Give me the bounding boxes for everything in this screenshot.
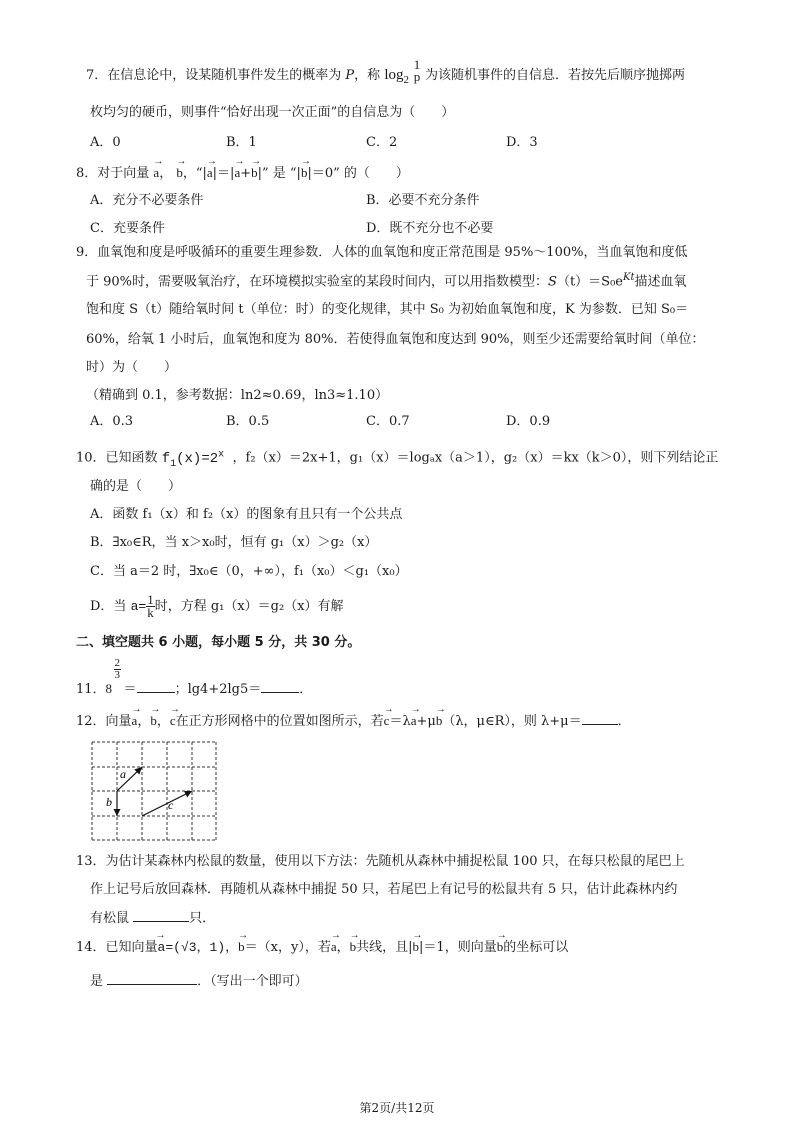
q14-line2: 是 ．（写出一个即可） (90, 970, 308, 991)
vector-grid-figure (90, 740, 218, 842)
f1-expression: $f_1(x)=2^x$ (161, 449, 225, 470)
q9-note: （精确到 0.1，参考数据：ln2≈0.69，ln3≈1.10） (86, 388, 389, 403)
q13-blank[interactable] (133, 907, 189, 922)
q10-option-d: D．当 a= $\frac{1}{k}$ 时，方程 g₁（x）＝g₂（x）有解 (90, 592, 344, 620)
q13-line2: 作上记号后放回森林．再随机从森林中捕捉 50 只，若尾巴上有记号的松鼠共有 5 只，估计此森林内约 (90, 882, 678, 897)
q8-option-c: C．充要条件 (90, 221, 165, 236)
q9-line1: 9．血氧饱和度是呼吸循环的重要生理参数．人体的血氧饱和度正常范围是 95%～100%，当血氧饱和度低 (76, 245, 688, 260)
label-a: a (120, 767, 126, 781)
q12-blank[interactable] (582, 710, 618, 725)
q10-option-c: C．当 a＝2 时，∃x₀∈（0，+∞），f₁（x₀）＜g₁（x₀） (90, 564, 408, 579)
q11-blank-2[interactable] (261, 678, 299, 693)
q7-line2: 枚均匀的硬币，则事件“恰好出现一次正面”的自信息为（ ） (90, 105, 455, 120)
grid-lines (92, 742, 216, 840)
q7-option-c: C．2 (366, 135, 398, 150)
q8-option-a: A．充分不必要条件 (90, 193, 204, 208)
q13-line1: 13．为估计某森林内松鼠的数量，使用以下方法：先随机从森林中捕捉松鼠 100 只，在每只松鼠的尾巴上 (76, 854, 685, 869)
q9-option-d: D．0.9 (506, 414, 551, 429)
q9-line4: 60%，给氧 1 小时后，血氧饱和度为 80%．若使得血氧饱和度达到 90%，则至少还需要给氧时间（单位： (86, 332, 705, 347)
q9-line2: 于 90%时，需要吸氧治疗，在环境模拟实验室的某段时间内，可以用指数模型：$S(t)=S_0e^{Kt}$描述血氧 (86, 272, 687, 290)
q9-line5: 时）为（ ） (86, 360, 178, 375)
q9-option-b: B．0.5 (226, 414, 270, 429)
q9-option-a: A．0.3 (90, 414, 134, 429)
q13-line3: 有松鼠 只． (90, 907, 215, 928)
section-heading: 二、填空题共 6 小题，每小题 5 分，共 30 分。 (76, 635, 361, 650)
q8-option-b: B．必要不充分条件 (366, 193, 480, 208)
q9-line3: 饱和度 S（t）随给氧时间 t（单位：时）的变化规律，其中 S₀ 为初始血氧饱和度，K 为参数．已知 S₀＝ (86, 302, 689, 317)
q11-stem: 11．8 $\frac{2}{3}$ ＝ ；lg4+2lg5＝ ． (76, 657, 313, 697)
q8-option-d: D．既不充分也不必要 (366, 221, 494, 236)
q14-line1: 14．已知向量→ a=(√3，1)，→ b＝（x，y），若→ a，→ b共线，且|→ b|＝1，则向量→ b的坐标可以 (76, 938, 568, 957)
q9-option-c: C．0.7 (366, 414, 410, 429)
q7-line1: 7．在信息论中，设某随机事件发生的概率为 P，称 $\log_2$ 1 p 为该随机事件的自信息．若按先后顺序抛掷两 (86, 56, 686, 86)
q11-blank-1[interactable] (137, 678, 175, 693)
label-b: b (106, 795, 112, 809)
q10-option-a: A．函数 f₁（x）和 f₂（x）的图象有且只有一个公共点 (90, 507, 403, 522)
q7-option-d: D．3 (506, 135, 538, 150)
q10-option-b: B．∃x₀∈R，当 x＞x₀时，恒有 g₁（x）＞g₂（x） (90, 535, 378, 550)
q14-blank[interactable] (107, 970, 197, 985)
label-c: c (168, 798, 174, 812)
log-expression: $\log_2$ 1 p (384, 56, 421, 86)
q10-line2: 确的是（ ） (90, 479, 182, 494)
q8-stem: 8．对于向量 → a， → b，“|→ a|＝|→ a+→ b|” 是 “|→ b|＝0” 的（ ） (76, 164, 409, 183)
q7-option-b: B．1 (226, 135, 257, 150)
q7-option-a: A．0 (90, 135, 121, 150)
page-footer: 第2页/共12页 (359, 1101, 435, 1115)
q10-line1: 10．已知函数 $f_1(x)=2^x$ ，f₂（x）＝2x+1，g₁（x）＝logₐx（a＞1），g₂（x）＝kx（k＞0），则下列结论正 (76, 449, 719, 470)
q12-stem: 12．向量→ a，→ b，→ c在正方形网格中的位置如图所示，若→ c＝λ→ a+μ→ b（λ，μ∈R），则 λ+μ＝ ． (76, 710, 631, 731)
power-expression: 8 $\frac{2}{3}$ (105, 657, 121, 696)
